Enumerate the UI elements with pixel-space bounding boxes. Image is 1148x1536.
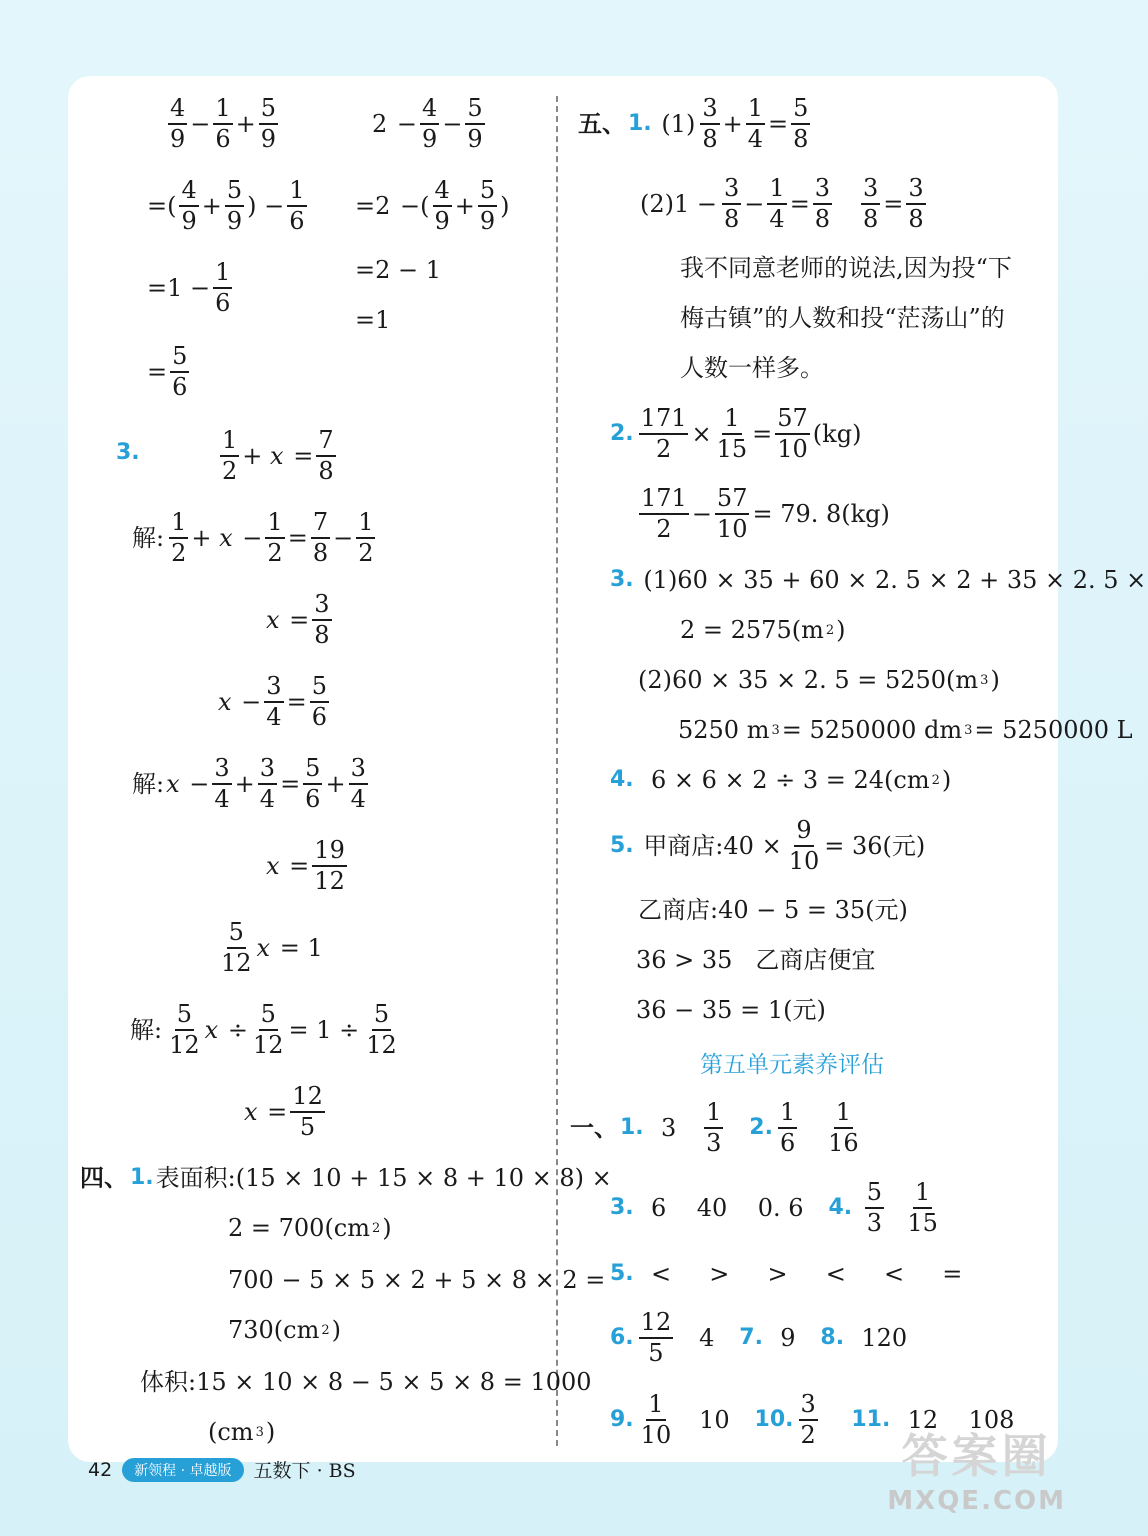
expr-line-5: = $\frac{5}{6}$ xyxy=(147,342,188,402)
q3b-equation: x − $\frac{3}{4}$ = $\frac{5}{6}$ xyxy=(218,672,327,732)
q3b-answer: x = $\frac{19}{12}$ xyxy=(266,836,345,896)
q3c-answer: x = $\frac{12}{5}$ xyxy=(244,1082,323,1142)
watermark-logo: 答案圈 MXQE.COM xyxy=(887,1429,1066,1516)
page-footer xyxy=(88,1456,356,1483)
section-4-line-3: 700 − 5 × 5 × 2 + 5 × 8 × 2 = xyxy=(228,1266,606,1294)
section-1-row-4: 6. $\frac{12}{5}$ 4 7. 9 8. 120 xyxy=(610,1308,908,1368)
section-4-line-2: 2 = 700(cm 2 ) xyxy=(228,1214,392,1242)
section-4-line-1: 四、 1. 表面积:(15 × 10 + 15 × 8 + 10 × 8) × xyxy=(80,1164,612,1192)
q3b-solution: 解: x − $\frac{3}{4}$ + $\frac{3}{4}$ = $\frac{5}{6}$ + $\frac{3}{4}$ xyxy=(132,754,366,814)
section-4-line-5: 体积:15 × 10 × 8 − 5 × 5 × 8 = 1000 xyxy=(140,1368,592,1396)
q3a-equation: $\frac{1}{2}$ + x = $\frac{7}{8}$ xyxy=(222,426,334,486)
expr-line-2-right: = 2 −( $\frac{4}{9}$ + $\frac{5}{9}$ ) xyxy=(355,176,510,236)
question-3-number: 3. xyxy=(116,440,140,465)
q2-line-2: $\frac{171}{2}$ − $\frac{57}{10}$ = 79. 8(kg) xyxy=(641,484,890,544)
q1-text-line-3: 人数一样多。 xyxy=(680,354,824,382)
section-1-row-2: 3. 6 40 0. 6 4. $\frac{5}{3}$ $\frac{1}{15}$ xyxy=(610,1178,938,1238)
q3c-solution: 解: $\frac{5}{12}$ x ÷ $\frac{5}{12}$ = 1 ÷ $\frac{5}{12}$ xyxy=(130,1000,397,1060)
q5-line-2: 乙商店:40 − 5 = 35(元) xyxy=(638,896,908,924)
expr-line-3-right: =2 − 1 xyxy=(355,256,442,284)
section-4-line-4: 730(cm 2 ) xyxy=(228,1316,342,1344)
section-1-row-3: 5. < > > < < = xyxy=(610,1260,963,1288)
q4-line: 4. 6 × 6 × 2 ÷ 3 = 24(cm 2 ) xyxy=(610,766,952,794)
q5-line-3: 36 > 35 乙商店便宜 xyxy=(636,946,876,974)
section-1-row-5: 9. $\frac{1}{10}$ 10 10. $\frac{3}{2}$ 11. 12 108 xyxy=(610,1390,1015,1450)
q1-text-line-2: 梅古镇”的人数和投“茫荡山”的 xyxy=(680,304,1005,332)
section-1-row-1: 一、 1. 3 $\frac{1}{3}$ 2. $\frac{1}{6}$ $\frac{1}{16}$ xyxy=(570,1098,859,1158)
q5-line-4: 36 − 35 = 1(元) xyxy=(636,996,826,1024)
q3-line-1: 3. (1)60 × 35 + 60 × 2. 5 × 2 + 35 × 2. 5 × xyxy=(610,566,1147,594)
expr-line-1-right: 2 − $\frac{4}{9}$ − $\frac{5}{9}$ xyxy=(372,94,483,154)
unit-5-heading: 第五单元素养评估 xyxy=(700,1052,884,1078)
column-divider xyxy=(556,96,558,1446)
expr-line-1: $\frac{4}{9}$ − $\frac{1}{6}$ + $\frac{5}{9}$ xyxy=(170,94,277,154)
q3-line-4: 5250 m 3 = 5250000 dm 3 = 5250000 L xyxy=(678,716,1133,744)
q3-line-3: (2)60 × 35 × 2. 5 = 5250(m 3 ) xyxy=(638,666,1000,694)
section-5-q1b: (2)1 − $\frac{3}{8}$ − $\frac{1}{4}$ = $\frac{3}{8}$ $\frac{3}{8}$ = $\frac{3}{8}$ xyxy=(640,174,924,234)
expr-line-3: =1 − $\frac{1}{6}$ xyxy=(147,258,231,318)
book-label: 五数下 · BS xyxy=(253,1460,356,1482)
expr-line-4-right: =1 xyxy=(355,306,391,334)
brand-badge: 新领程 · 卓越版 xyxy=(122,1458,243,1482)
section-4-line-6: (cm 3 ) xyxy=(208,1418,276,1446)
section-5-q1a: 五、 1. (1) $\frac{3}{8}$ + $\frac{1}{4}$ = $\frac{5}{8}$ xyxy=(578,94,809,154)
page-number: 42 xyxy=(88,1458,113,1481)
q3a-answer: x = $\frac{3}{8}$ xyxy=(266,590,330,650)
q2-line-1: 2. $\frac{171}{2}$ × $\frac{1}{15}$ = $\frac{57}{10}$ (kg) xyxy=(610,404,862,464)
q1-text-line-1: 我不同意老师的说法,因为投“下 xyxy=(680,254,1012,282)
expr-line-2: =( $\frac{4}{9}$ + $\frac{5}{9}$ ) − $\frac{1}{6}$ xyxy=(147,176,305,236)
q3c-equation: $\frac{5}{12}$ x = 1 xyxy=(221,918,323,978)
q5-line-1: 5. 甲商店:40 × $\frac{9}{10}$ = 36(元) xyxy=(610,816,926,876)
q3-line-2: 2 = 2575(m 2 ) xyxy=(680,616,846,644)
q3a-solution: 解: $\frac{1}{2}$ + x − $\frac{1}{2}$ = $\frac{7}{8}$ − $\frac{1}{2}$ xyxy=(132,508,374,568)
